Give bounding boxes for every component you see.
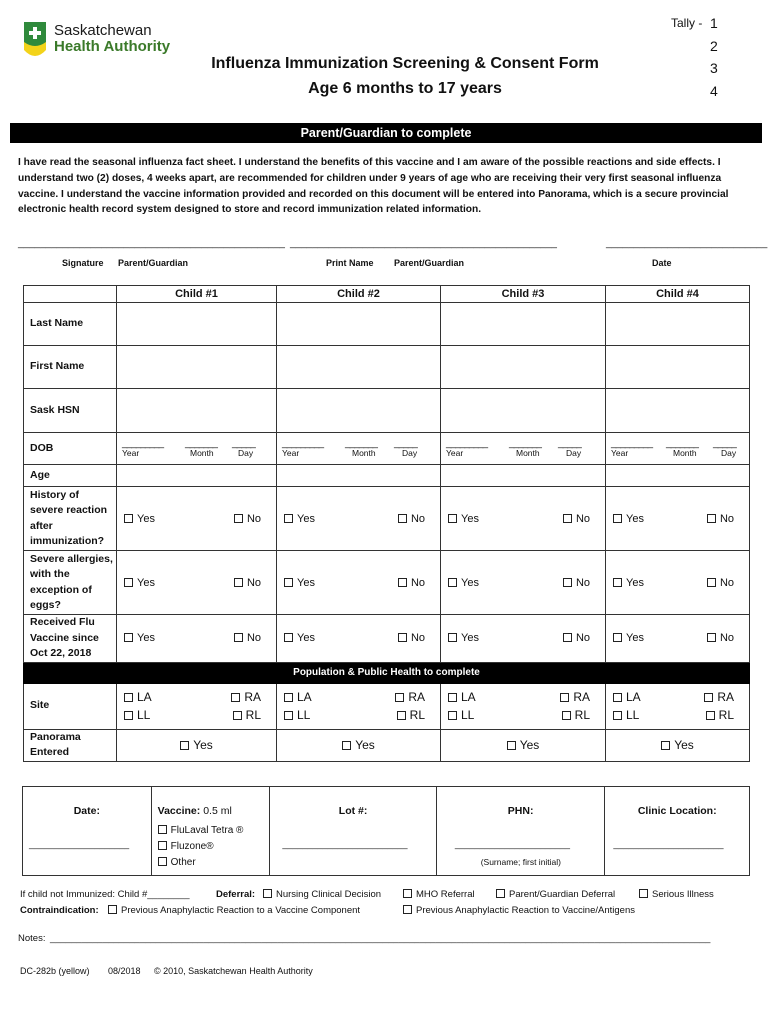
table-row [24,389,750,433]
no-option[interactable]: No [398,632,425,644]
yes-option[interactable]: Yes [448,632,479,644]
checkbox[interactable] [613,693,622,702]
signature-label: Signature [62,258,104,268]
form-code: DC-282b (yellow) [20,966,90,976]
section-public-health-header: Population & Public Health to complete [24,662,750,683]
row-label-site: Site [24,683,117,729]
checkbox[interactable] [496,889,505,898]
section-public-health-row [24,662,750,683]
site-rl[interactable]: RL [519,708,590,722]
deferral-option[interactable]: Serious Illness [639,889,714,900]
checkbox[interactable] [398,578,407,587]
copyright: © 2010, Saskatchewan Health Authority [154,966,313,976]
dob-month-line: _______ [666,437,698,449]
row-label-allergies: Severe allergies, with the exception of eggs? [24,551,117,615]
panorama-yes[interactable]: Yes [117,729,277,761]
checkbox[interactable] [284,711,293,720]
dob-month-label: Month [352,447,376,458]
yes-option[interactable]: Yes [448,513,479,525]
site-rl[interactable]: RL [355,708,426,722]
not-immunized-text: If child not Immunized: Child #________ [20,889,190,900]
date-cell [23,787,152,875]
checkbox[interactable] [263,889,272,898]
vaccine-option[interactable]: Other [158,855,270,871]
child-header: Child #4 [606,286,750,303]
yes-option[interactable]: Yes [613,632,644,644]
site-ll[interactable]: LL [613,708,674,722]
no-option[interactable]: No [398,513,425,525]
first-name-field[interactable] [277,346,441,389]
vaccine-dose: 0.5 ml [203,805,232,817]
no-option[interactable]: No [563,632,590,644]
site-ll[interactable]: LL [448,708,519,722]
checkbox[interactable] [234,633,243,642]
panorama-yes[interactable]: Yes [441,729,606,761]
checkbox[interactable] [231,693,240,702]
dob-field[interactable] [441,433,606,465]
row-label-hsn: Sask HSN [24,389,117,433]
vaccine-option[interactable]: Fluzone® [158,839,270,855]
checkbox[interactable] [706,711,715,720]
tally-label: Tally - [671,16,703,30]
checkbox[interactable] [124,633,133,642]
checkbox[interactable] [398,514,407,523]
yes-option[interactable]: Yes [124,513,155,525]
table-row [24,683,750,729]
child-table [23,285,750,762]
checkbox[interactable] [707,514,716,523]
deferral-option[interactable]: Parent/Guardian Deferral [496,889,615,900]
dob-day-label: Day [238,447,254,458]
vaccine-details-box [22,786,750,876]
checkbox[interactable] [639,889,648,898]
checkbox[interactable] [124,578,133,587]
yes-option[interactable]: Yes [613,577,644,589]
age-field[interactable] [441,465,606,487]
checkbox[interactable] [284,514,293,523]
no-option[interactable]: No [398,577,425,589]
checkbox[interactable] [108,905,117,914]
hsn-field[interactable] [441,389,606,433]
consent-statement: I have read the seasonal influenza fact sheet. I understand the benefits of this vaccine and I am aware of the possible reactions and side effects. I understand two (2) doses, 4 weeks apart, are recommended for children under 9 years of age who are receiving their very first seasonal influenza vaccine. I understand the vaccine information provided and recorded on this document will be entered into Panorama, which is a secure provincial electronic health record system designed to store and record immunization related information. [18,157,729,216]
checkbox[interactable] [707,578,716,587]
dob-month-label: Month [190,447,214,458]
row-label-panorama: Panorama Entered [24,729,117,761]
site-la[interactable]: LA [284,690,355,704]
tally-list [710,12,718,102]
checkbox[interactable] [342,741,351,750]
last-name-field[interactable] [441,303,606,346]
yes-option[interactable]: Yes [124,577,155,589]
dob-month-line: _______ [345,437,377,449]
dob-day-line: _____ [232,437,255,449]
site-ra[interactable]: RA [355,690,426,704]
checkbox[interactable] [613,711,622,720]
table-row [24,487,750,551]
yes-option[interactable]: Yes [124,632,155,644]
site-la[interactable]: LA [448,690,519,704]
checkbox[interactable] [403,889,412,898]
form-date: 08/2018 [108,966,141,976]
site-rl[interactable]: RL [674,708,735,722]
tally-item[interactable]: 2 [710,37,718,54]
checkbox[interactable] [448,514,457,523]
checkbox[interactable] [395,693,404,702]
phn-note: (Surname; first initial) [480,857,562,867]
empty-header-cell [24,286,117,303]
row-label-age: Age [24,465,117,487]
site-la[interactable]: LA [124,690,193,704]
lot-line[interactable]: _________________________ [282,839,408,849]
checkbox[interactable] [397,711,406,720]
site-ll[interactable]: LL [124,708,193,722]
last-name-field[interactable] [117,303,277,346]
dob-year-line: _________ [446,437,488,449]
dob-field[interactable] [117,433,277,465]
contraindication-option[interactable]: Previous Anaphylactic Reaction to a Vaccine Component [108,905,360,916]
site-ll[interactable]: LL [284,708,355,722]
row-label-last-name: Last Name [24,303,117,346]
checkbox[interactable] [613,514,622,523]
dob-day-label: Day [566,447,582,458]
checkbox[interactable] [613,633,622,642]
notes-line[interactable]: _____________________________________________________________________________________________________________________________ [50,933,711,944]
no-option[interactable]: No [234,577,261,589]
clinic-cell [605,787,749,875]
site-ra[interactable]: RA [193,690,262,704]
phn-cell [437,787,606,875]
dob-year-line: _________ [122,437,164,449]
table-row [24,729,750,761]
checkbox[interactable] [563,633,572,642]
child-header: Child #3 [441,286,606,303]
lot-label: Lot #: [338,805,368,817]
deferral-label: Deferral: [216,889,256,900]
deferral-option[interactable]: Nursing Clinical Decision [263,889,381,900]
print-name-line[interactable]: ________________________________________________ [290,238,557,249]
checkbox[interactable] [448,711,457,720]
hsn-field[interactable] [117,389,277,433]
table-row [24,615,750,663]
contraindication-label: Contraindication: [20,905,99,916]
dob-year-line: _________ [611,437,653,449]
row-label-received: Received Flu Vaccine since Oct 22, 2018 [24,615,117,663]
checkbox[interactable] [507,741,516,750]
dob-month-line: _______ [509,437,541,449]
child-header: Child #2 [277,286,441,303]
dob-month-label: Month [516,447,540,458]
logo-line1: Saskatchewan [54,22,152,39]
checkbox[interactable] [124,693,133,702]
checkbox[interactable] [613,578,622,587]
dob-year-label: Year [282,447,300,458]
dob-year-line: _________ [282,437,324,449]
deferral-option[interactable]: MHO Referral [403,889,475,900]
yes-option[interactable]: Yes [284,513,315,525]
site-ra[interactable]: RA [674,690,735,704]
checkbox[interactable] [124,711,133,720]
checkbox[interactable] [284,578,293,587]
yes-option[interactable]: Yes [284,632,315,644]
last-name-field[interactable] [277,303,441,346]
no-option[interactable]: No [563,577,590,589]
checkbox[interactable] [124,514,133,523]
clinic-line[interactable]: ______________________ [613,839,724,849]
vaccine-cell [152,787,271,875]
dob-day-line: _____ [558,437,581,449]
first-name-field[interactable] [606,346,750,389]
no-option[interactable]: No [234,632,261,644]
age-field[interactable] [117,465,277,487]
vaccine-option[interactable]: FluLaval Tetra ® [158,823,270,839]
checkbox[interactable] [234,578,243,587]
yes-option[interactable]: Yes [448,577,479,589]
dob-month-line: _______ [185,437,217,449]
vaccine-date-line[interactable]: ____________________ [29,839,130,849]
table-row [24,303,750,346]
checkbox[interactable] [284,633,293,642]
no-option[interactable]: No [563,513,590,525]
vaccine-date-label: Date: [73,805,100,817]
site-ra[interactable]: RA [519,690,590,704]
checkbox[interactable] [158,857,167,866]
phn-line[interactable]: _______________________ [454,839,570,849]
parent-label: Parent/Guardian [118,258,189,268]
logo-line2: Health Authority [54,38,171,55]
last-name-field[interactable] [606,303,750,346]
tally-item[interactable]: 3 [710,60,718,76]
date-line[interactable]: _____________________________ [606,238,768,249]
child-header: Child #1 [117,286,277,303]
clinic-label: Clinic Location: [637,805,717,817]
vaccine-label: Vaccine: [157,805,201,817]
notes-label: Notes: [18,933,46,944]
checkbox[interactable] [661,741,670,750]
hsn-field[interactable] [606,389,750,433]
checkbox[interactable] [403,905,412,914]
phn-label: PHN: [507,805,534,817]
checkbox[interactable] [704,693,713,702]
checkbox[interactable] [448,633,457,642]
row-label-history: History of severe reaction after immunization? [24,487,117,551]
checkbox[interactable] [233,711,242,720]
table-row [24,551,750,615]
print-name-label: Print Name [326,258,374,268]
table-row [24,433,750,465]
form-subtitle: Age 6 months to 17 years [308,80,502,97]
parent-label-2: Parent/Guardian [394,258,465,268]
checkbox[interactable] [563,578,572,587]
hsn-field[interactable] [277,389,441,433]
no-option[interactable]: No [707,632,734,644]
no-option[interactable]: No [707,577,734,589]
age-field[interactable] [277,465,441,487]
table-row [24,465,750,487]
dob-year-label: Year [611,447,629,458]
signature-line[interactable]: ________________________________________________ [18,238,285,249]
dob-day-label: Day [721,447,737,458]
sha-logo-icon [20,20,50,62]
no-option[interactable]: No [234,513,261,525]
checkbox[interactable] [563,514,572,523]
site-rl[interactable]: RL [193,708,262,722]
checkbox[interactable] [158,841,167,850]
checkbox[interactable] [707,633,716,642]
tally-item[interactable]: 4 [710,82,718,99]
age-field[interactable] [606,465,750,487]
checkbox[interactable] [398,633,407,642]
row-label-first-name: First Name [24,346,117,389]
checkbox[interactable] [158,825,167,834]
table-row [24,346,750,389]
dob-year-label: Year [446,447,464,458]
dob-year-label: Year [122,447,140,458]
row-label-dob: DOB [24,433,117,465]
no-option[interactable]: No [707,513,734,525]
lot-cell [270,787,437,875]
yes-option[interactable]: Yes [613,513,644,525]
dob-day-line: _____ [394,437,417,449]
checkbox[interactable] [560,693,569,702]
checkbox[interactable] [448,578,457,587]
section-parent-header: Parent/Guardian to complete [10,123,762,143]
checkbox[interactable] [562,711,571,720]
dob-field[interactable] [606,433,750,465]
dob-field[interactable] [277,433,441,465]
site-la[interactable]: LA [613,690,674,704]
tally-item[interactable]: 1 [710,15,718,31]
first-name-field[interactable] [441,346,606,389]
table-header-row [24,286,750,303]
checkbox[interactable] [448,693,457,702]
date-label: Date [652,258,672,268]
checkbox[interactable] [284,693,293,702]
form-title: Influenza Immunization Screening & Consent Form [211,55,599,72]
first-name-field[interactable] [117,346,277,389]
dob-day-label: Day [402,447,418,458]
panorama-yes[interactable]: Yes [277,729,441,761]
dob-day-line: _____ [713,437,736,449]
yes-option[interactable]: Yes [284,577,315,589]
panorama-yes[interactable]: Yes [606,729,750,761]
checkbox[interactable] [180,741,189,750]
dob-month-label: Month [673,447,697,458]
contraindication-option[interactable]: Previous Anaphylactic Reaction to Vaccine/Antigens [403,905,635,916]
checkbox[interactable] [234,514,243,523]
